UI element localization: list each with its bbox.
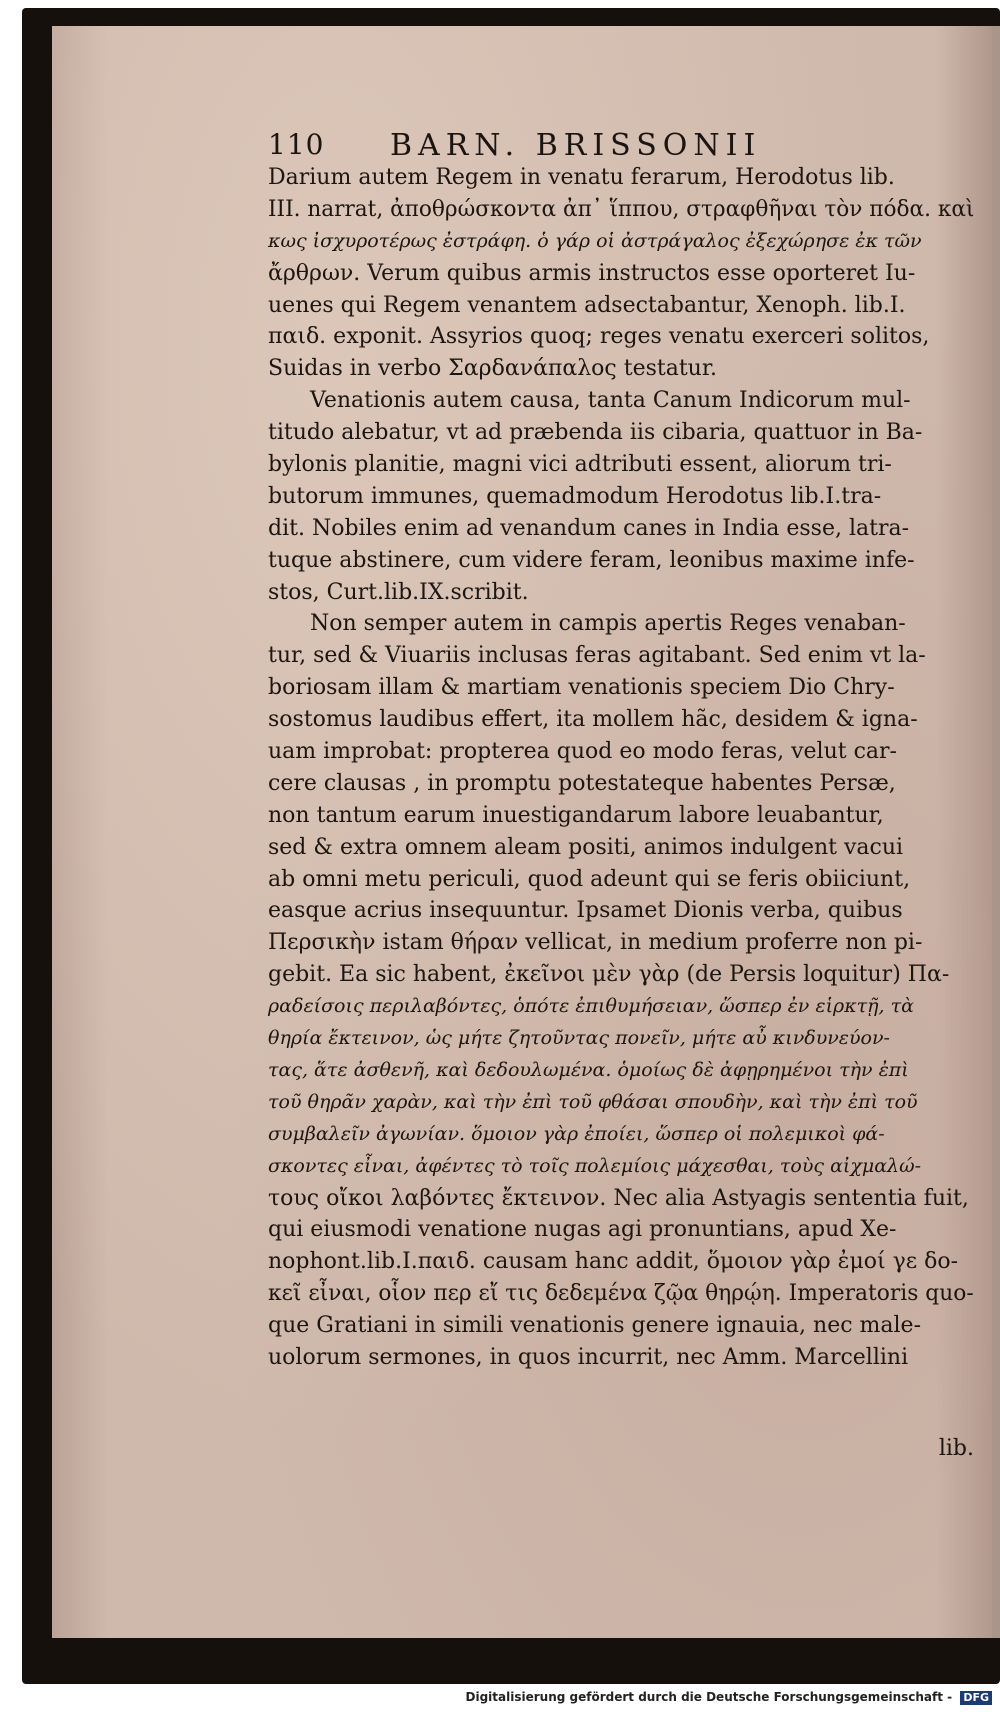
text-line: παιδ. exponit. Assyrios quoq; reges venatu exerceri solitos, <box>268 324 930 350</box>
text-line: nophont.lib.I.παιδ. causam hanc addit, ὅμοιον γὰρ ἐμοί γε δο- <box>268 1249 959 1275</box>
text-line: non tantum earum inuestigandarum labore leuabantur, <box>268 802 884 828</box>
text-line: bylonis planitie, magni vici adtributi essent, aliorum tri- <box>268 452 892 478</box>
text-line: σκοντες εἶναι, ἀφέντες τὸ τοῖς πολεμίοις μάχεσθαι, τοὺς αἰχμαλώ- <box>268 1154 921 1177</box>
text-line: sed & extra omnem aleam positi, animos indulgent vacui <box>268 834 904 860</box>
page-number: 110 <box>268 128 325 161</box>
text-line: τους οἴκοι λαβόντες ἔκτεινον. Nec alia Astyagis sententia fuit, <box>268 1185 969 1211</box>
text-line: Περσικὴν istam θήραν vellicat, in medium proferre non pi- <box>268 930 923 956</box>
digitization-credit <box>0 1690 992 1705</box>
text-line: gebit. Ea sic habent, ἐκεῖνοι μὲν γὰρ (de Persis loquitur) Πα- <box>268 962 950 988</box>
text-line: Darium autem Regem in venatu ferarum, Herodotus lib. <box>268 165 895 190</box>
text-line: uam improbat: propterea quod eo modo feras, velut car- <box>268 739 897 765</box>
text-line: tuque abstinere, cum videre feram, leonibus maxime infe- <box>268 547 915 573</box>
text-line: qui eiusmodi venatione nugas agi pronuntians, apud Xe- <box>268 1217 897 1243</box>
text-line: dit. Nobiles enim ad venandum canes in India esse, latra- <box>268 515 910 541</box>
dfg-logo: DFG <box>960 1691 992 1705</box>
text-line: butorum immunes, quemadmodum Herodotus lib.I.tra- <box>268 483 882 509</box>
text-line: easque acrius insequuntur. Ipsamet Dionis verba, quibus <box>268 898 903 924</box>
text-line: cere clausas , in promptu potestateque habentes Persæ, <box>268 770 896 796</box>
text-line: ab omni metu periculi, quod adeunt qui se feris obiiciunt, <box>268 866 911 892</box>
running-head: BARN. BRISSONII <box>390 128 762 163</box>
text-line: que Gratiani in simili venationis genere ignauia, nec male- <box>268 1313 921 1339</box>
text-line: uolorum sermones, in quos incurrit, nec Amm. Marcellini <box>268 1344 909 1370</box>
text-line: θηρία ἔκτεινον, ὡς μήτε ζητοῦντας πονεῖν, μήτε αὖ κινδυνεύον- <box>268 1027 890 1050</box>
text-line: κως ἰσχυροτέρως ἐστράφη. ὁ γάρ οἱ ἀστράγαλος ἐξεχώρησε ἐκ τῶν <box>268 229 922 252</box>
text-line: Venationis autem causa, tanta Canum Indicorum mul- <box>310 388 911 414</box>
text-line: boriosam illam & martiam venationis speciem Dio Chry- <box>268 675 895 701</box>
text-line: ἄρθρων. Verum quibus armis instructos esse oporteret Iu- <box>268 260 916 286</box>
text-line: stos, Curt.lib.IX.scribit. <box>268 579 529 605</box>
text-line: κεῖ εἶναι, οἷον περ εἴ τις δεδεμένα ζῷα θηρῴη. Imperatoris quo- <box>268 1281 974 1307</box>
text-line: τοῦ θηρᾶν χαρὰν, καὶ τὴν ἐπὶ τοῦ φθάσαι σπουδὴν, καὶ τὴν ἐπὶ τοῦ <box>268 1090 918 1113</box>
text-line: tur, sed & Viuariis inclusas feras agitabant. Sed enim vt la- <box>268 643 926 669</box>
text-line: συμβαλεῖν ἀγωνίαν. ὅμοιον γὰρ ἐποίει, ὥσπερ οἱ πολεμικοὶ φά- <box>268 1122 885 1145</box>
text-line: Suidas in verbo Σαρδανάπαλος testatur. <box>268 356 717 382</box>
text-line: titudo alebatur, vt ad præbenda iis cibaria, quattuor in Ba- <box>268 420 923 446</box>
text-line: τας, ἅτε ἀσθενῆ, καὶ δεδουλωμένα. ὁμοίως δὲ ἀφῃρημένοι τὴν ἐπὶ <box>268 1058 909 1081</box>
body-text <box>268 162 974 1374</box>
credit-text: Digitalisierung gefördert durch die Deutsche Forschungsgemeinschaft - <box>465 1690 953 1704</box>
catchword: lib. <box>938 1436 974 1461</box>
text-line: Non semper autem in campis apertis Reges venaban- <box>310 611 906 637</box>
page-edge <box>992 26 1000 1638</box>
text-line: uenes qui Regem venantem adsectabantur, Xenoph. lib.I. <box>268 292 906 318</box>
text-line: III. narrat, ἀποθρώσκοντα ἀπ᾽ ἵππου, στραφθῆναι τὸν πόδα. καὶ <box>268 196 975 222</box>
text-line: ραδείσοις περιλαβόντες, ὁπότε ἐπιθυμήσειαν, ὥσπερ ἐν εἱρκτῇ, τὰ <box>268 995 914 1018</box>
text-line: sostomus laudibus effert, ita mollem hãc, desidem & igna- <box>268 707 918 733</box>
